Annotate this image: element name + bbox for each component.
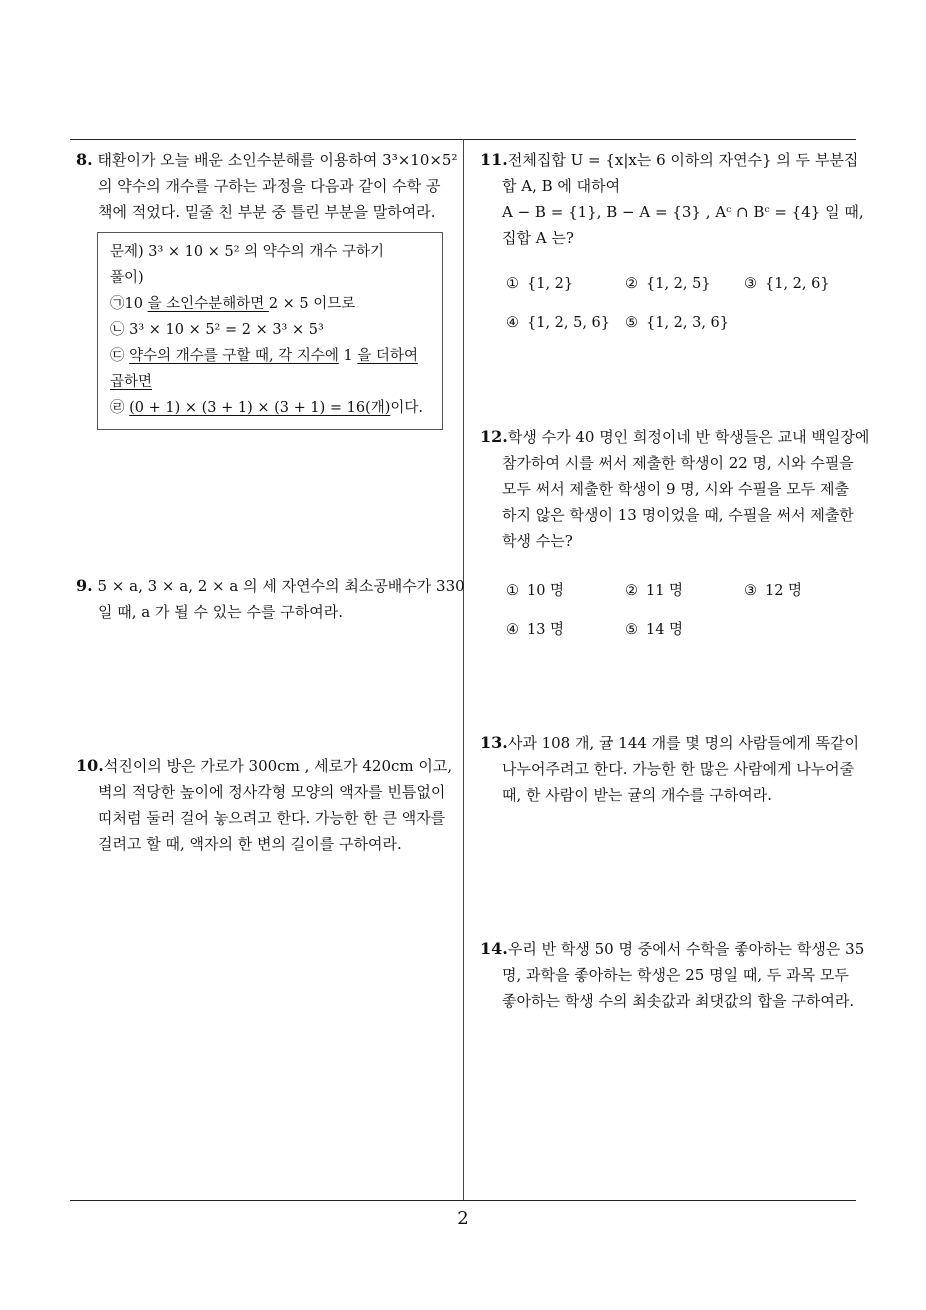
choice-text: 14 명	[646, 622, 684, 638]
page-number: 2	[457, 1208, 469, 1229]
question-text-line: 벽의 적당한 높이에 정사각형 모양의 액자를 빈틈없이	[98, 783, 446, 801]
choice-5[interactable]	[625, 315, 729, 331]
question-number: 14.	[480, 939, 508, 958]
question-number: 8.	[76, 150, 93, 169]
choice-3[interactable]	[744, 579, 802, 600]
question-8	[76, 147, 460, 225]
question-text-line: 집합 A 는?	[502, 229, 574, 247]
choice-mark: ①	[506, 583, 519, 599]
question-text-line: 책에 적었다. 밑줄 친 부분 중 틀린 부분을 말하여라.	[98, 203, 436, 221]
choice-mark: ③	[744, 276, 757, 292]
question-text-line: 모두 써서 제출한 학생이 9 명, 시와 수필을 모두 제출	[502, 480, 850, 498]
question-text-line: 좋아하는 학생 수의 최솟값과 최댓값의 합을 구하여라.	[502, 992, 855, 1010]
question-text-line: 우리 반 학생 50 명 중에서 수학을 좋아하는 학생은 35	[507, 940, 865, 958]
choice-5[interactable]	[625, 618, 683, 639]
choice-mark: ②	[625, 583, 638, 599]
question-number: 11.	[480, 150, 508, 169]
question-number: 9.	[76, 576, 93, 595]
question-text-line: 전체집합 U = {x|x는 6 이하의 자연수} 의 두 부분집	[507, 151, 859, 169]
choice-mark: ②	[625, 276, 638, 292]
underlined-step-c: 약수의 개수를 구할 때, 각 지수에	[129, 348, 339, 364]
question-text-line: 의 약수의 개수를 구하는 과정을 다음과 같이 수학 공	[98, 177, 441, 195]
choice-2[interactable]	[625, 276, 711, 292]
step-marker: ㉢	[110, 348, 130, 364]
underlined-step-c2: 을 더하여	[357, 348, 418, 364]
choice-4[interactable]	[506, 315, 610, 331]
choice-text: 13 명	[527, 622, 565, 638]
question-number: 10.	[76, 756, 104, 775]
question-text-line: 때, 한 사람이 받는 귤의 개수를 구하여라.	[502, 786, 772, 804]
question-number: 13.	[480, 733, 508, 752]
box-line: ㉡ 3³ × 10 × 5² = 2 × 3³ × 5³	[110, 322, 324, 338]
choice-mark: ⑤	[625, 622, 638, 638]
question-11	[480, 147, 864, 251]
choice-text: {1, 2}	[527, 276, 574, 292]
solution-box	[97, 232, 443, 430]
choice-2[interactable]	[625, 579, 683, 600]
choice-mark: ⑤	[625, 315, 638, 331]
question-number: 12.	[480, 427, 508, 446]
underlined-step-d: (0 + 1) × (3 + 1) × (3 + 1) = 16(개)	[129, 400, 391, 416]
choice-1[interactable]	[506, 276, 573, 292]
question-text-line: 학생 수가 40 명인 희정이네 반 학생들은 교내 백일장에	[507, 428, 870, 446]
choice-mark: ④	[506, 315, 519, 331]
question-9	[76, 573, 465, 625]
box-text: 이다.	[390, 400, 424, 416]
question-12	[480, 424, 870, 554]
question-text-line: 합 A, B 에 대하여	[502, 177, 621, 195]
choice-text: 10 명	[527, 583, 565, 599]
underlined-step-c3: 곱하면	[110, 374, 153, 390]
question-text-line: 나누어주려고 한다. 가능한 한 많은 사람에게 나누어줄	[502, 760, 855, 778]
choice-text: 12 명	[765, 583, 803, 599]
choice-4[interactable]	[506, 618, 564, 639]
choice-text: 11 명	[646, 583, 684, 599]
bottom-rule	[70, 1200, 856, 1201]
choice-mark: ④	[506, 622, 519, 638]
question-text-line: 띠처럼 둘러 걸어 놓으려고 한다. 가능한 한 큰 액자를	[98, 809, 446, 827]
question-13	[480, 730, 860, 808]
choice-3[interactable]	[744, 276, 830, 292]
box-text: 1	[338, 348, 358, 364]
box-text: 2 × 5 이므로	[268, 296, 356, 312]
choice-mark: ①	[506, 276, 519, 292]
question-text-line: 하지 않은 학생이 13 명이었을 때, 수필을 써서 제출한	[502, 506, 854, 524]
question-text-line: 명, 과학을 좋아하는 학생은 25 명일 때, 두 과목 모두	[502, 966, 849, 984]
question-text-line: A − B = {1}, B − A = {3} , Aᶜ ∩ Bᶜ = {4} 일 때,	[502, 203, 864, 221]
question-text-line: 5 × a, 3 × a, 2 × a 의 세 자연수의 최소공배수가 330	[97, 577, 465, 595]
choice-1[interactable]	[506, 579, 564, 600]
step-marker: ㉠10	[110, 296, 148, 312]
underlined-step-a: 을 소인수분해하면	[147, 296, 269, 312]
step-marker: ㉣	[110, 400, 130, 416]
question-text-line: 걸려고 할 때, 액자의 한 변의 길이를 구하여라.	[98, 835, 402, 853]
column-divider	[463, 139, 464, 1200]
question-text-line: 태환이가 오늘 배운 소인수분해를 이용하여 3³×10×5²	[97, 151, 458, 169]
question-text-line: 석진이의 방은 가로가 300cm , 세로가 420cm 이고,	[103, 757, 453, 775]
question-text-line: 사과 108 개, 귤 144 개를 몇 명의 사람들에게 똑같이	[507, 734, 860, 752]
choice-text: {1, 2, 5}	[646, 276, 711, 292]
question-text-line: 참가하여 시를 써서 제출한 학생이 22 명, 시와 수필을	[502, 454, 854, 472]
question-10	[76, 753, 460, 857]
choice-text: {1, 2, 5, 6}	[527, 315, 611, 331]
choice-text: {1, 2, 6}	[765, 276, 830, 292]
question-text-line: 일 때, a 가 될 수 있는 수를 구하여라.	[98, 603, 343, 621]
box-line: 풀이)	[110, 270, 144, 286]
question-text-line: 학생 수는?	[502, 532, 573, 550]
choice-mark: ③	[744, 583, 757, 599]
question-14	[480, 936, 865, 1014]
choice-text: {1, 2, 3, 6}	[646, 315, 730, 331]
box-line: 문제) 3³ × 10 × 5² 의 약수의 개수 구하기	[110, 244, 385, 260]
